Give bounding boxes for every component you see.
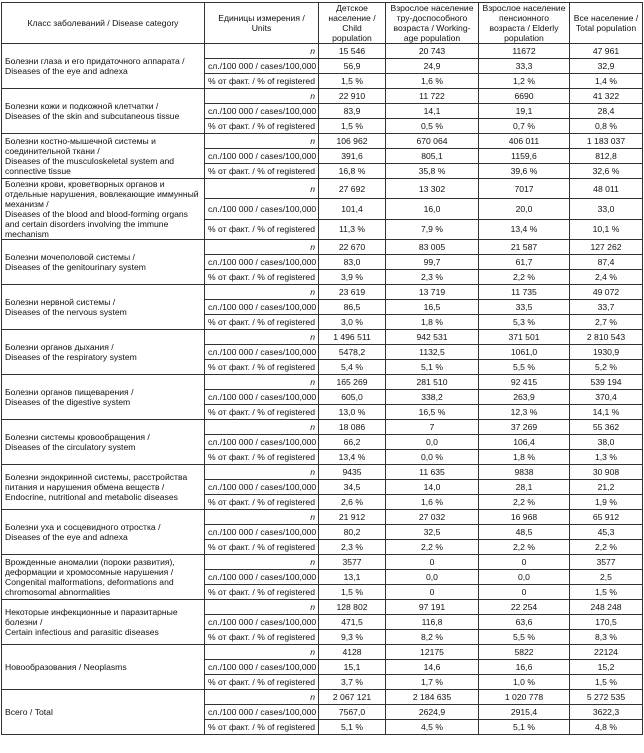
value-child: 22 670 [319, 240, 386, 255]
value-total: 15,2 [570, 660, 643, 675]
value-child: 128 802 [319, 600, 386, 615]
disease-category-ru: Болезни уха и сосцевидного отростка / [5, 522, 161, 532]
disease-category-cell [2, 690, 205, 735]
value-total: 87,4 [570, 255, 643, 270]
value-child: 22 910 [319, 89, 386, 104]
value-elderly: 1061,0 [479, 345, 570, 360]
value-child: 27 692 [319, 179, 386, 199]
value-elderly: 20,0 [479, 199, 570, 219]
value-working-age: 13 302 [386, 179, 479, 199]
disease-category-cell [2, 420, 205, 465]
value-working-age: 7 [386, 420, 479, 435]
value-working-age: 1132,5 [386, 345, 479, 360]
disease-category-ru: Болезни мочеполовой системы / [5, 252, 135, 262]
disease-category-en: Congenital malformations, deformations and chromosomal abnormalities [5, 577, 174, 597]
value-working-age: 8,2 % [386, 630, 479, 645]
value-total: 1,5 % [570, 585, 643, 600]
value-working-age: 97 191 [386, 600, 479, 615]
value-total: 248 248 [570, 600, 643, 615]
table-row [2, 510, 643, 525]
table-row [2, 645, 643, 660]
value-elderly: 5822 [479, 645, 570, 660]
unit-cases-per-100000: сл./100 000 / cases/100,000 [205, 59, 319, 74]
value-working-age: 0 [386, 585, 479, 600]
disease-category-cell [2, 375, 205, 420]
value-elderly: 0 [479, 555, 570, 570]
value-total: 49 072 [570, 285, 643, 300]
value-total: 1,4 % [570, 74, 643, 89]
value-elderly: 2915,4 [479, 705, 570, 720]
value-total: 1,3 % [570, 450, 643, 465]
unit-percent-registered: % от факт. / % of registered [205, 675, 319, 690]
disease-category-cell [2, 134, 205, 179]
value-child: 391,6 [319, 149, 386, 164]
value-elderly: 5,5 % [479, 630, 570, 645]
value-elderly: 263,9 [479, 390, 570, 405]
value-child: 80,2 [319, 525, 386, 540]
value-total: 1,9 % [570, 495, 643, 510]
unit-percent-registered: % от факт. / % of registered [205, 119, 319, 134]
disease-category-en: Diseases of the skin and subcutaneous tissue [5, 111, 180, 121]
disease-category-cell [2, 330, 205, 375]
unit-percent-registered: % от факт. / % of registered [205, 360, 319, 375]
disease-category-ru: Болезни глаза и его придаточного аппарата / [5, 56, 185, 66]
value-total: 127 262 [570, 240, 643, 255]
value-working-age: 24,9 [386, 59, 479, 74]
value-working-age: 0,0 % [386, 450, 479, 465]
unit-cases-per-100000: сл./100 000 / cases/100,000 [205, 300, 319, 315]
value-child: 3,0 % [319, 315, 386, 330]
value-elderly: 2,2 % [479, 270, 570, 285]
value-working-age: 0 [386, 555, 479, 570]
value-working-age: 16,5 % [386, 405, 479, 420]
disease-category-en: Diseases of the digestive system [5, 397, 131, 407]
value-child: 34,5 [319, 480, 386, 495]
value-working-age: 338,2 [386, 390, 479, 405]
value-total: 1930,9 [570, 345, 643, 360]
value-elderly: 39,6 % [479, 164, 570, 179]
value-child: 21 912 [319, 510, 386, 525]
value-total: 170,5 [570, 615, 643, 630]
value-working-age: 1,7 % [386, 675, 479, 690]
value-child: 5,4 % [319, 360, 386, 375]
value-child: 2 067 121 [319, 690, 386, 705]
unit-count: n [205, 555, 319, 570]
table-row [2, 690, 643, 705]
unit-cases-per-100000: сл./100 000 / cases/100,000 [205, 615, 319, 630]
value-elderly: 5,3 % [479, 315, 570, 330]
value-working-age: 4,5 % [386, 720, 479, 735]
value-child: 9,3 % [319, 630, 386, 645]
value-working-age: 0,0 [386, 570, 479, 585]
value-working-age: 7,9 % [386, 219, 479, 239]
value-child: 13,4 % [319, 450, 386, 465]
value-total: 47 961 [570, 44, 643, 59]
value-child: 86,5 [319, 300, 386, 315]
value-elderly: 11672 [479, 44, 570, 59]
value-working-age: 805,1 [386, 149, 479, 164]
value-total: 2,2 % [570, 540, 643, 555]
value-child: 5478,2 [319, 345, 386, 360]
unit-cases-per-100000: сл./100 000 / cases/100,000 [205, 525, 319, 540]
value-elderly: 19,1 [479, 104, 570, 119]
value-total: 0,8 % [570, 119, 643, 134]
unit-percent-registered: % от факт. / % of registered [205, 164, 319, 179]
value-total: 33,7 [570, 300, 643, 315]
value-child: 4128 [319, 645, 386, 660]
disease-category-en: Diseases of the eye and adnexa [5, 532, 128, 542]
unit-cases-per-100000: сл./100 000 / cases/100,000 [205, 570, 319, 585]
unit-cases-per-100000: сл./100 000 / cases/100,000 [205, 435, 319, 450]
disease-category-ru: Новообразования / Neoplasms [5, 662, 127, 672]
value-total: 48 011 [570, 179, 643, 199]
table-row [2, 330, 643, 345]
value-total: 65 912 [570, 510, 643, 525]
value-working-age: 27 032 [386, 510, 479, 525]
unit-percent-registered: % от факт. / % of registered [205, 585, 319, 600]
value-working-age: 1,6 % [386, 74, 479, 89]
disease-category-en: Diseases of the nervous system [5, 307, 127, 317]
value-working-age: 670 064 [386, 134, 479, 149]
value-total: 370,4 [570, 390, 643, 405]
value-working-age: 12175 [386, 645, 479, 660]
disease-category-ru: Болезни нервной системы / [5, 297, 116, 307]
value-elderly: 21 587 [479, 240, 570, 255]
value-elderly: 6690 [479, 89, 570, 104]
value-child: 471,5 [319, 615, 386, 630]
value-total: 32,9 [570, 59, 643, 74]
value-elderly: 1,8 % [479, 450, 570, 465]
value-total: 41 322 [570, 89, 643, 104]
disease-category-ru: Болезни костно-мышечной системы и соединительной ткани / [5, 136, 156, 156]
disease-category-ru: Всего / Total [5, 707, 53, 717]
value-total: 5 272 535 [570, 690, 643, 705]
disease-category-cell [2, 465, 205, 510]
value-elderly: 33,3 [479, 59, 570, 74]
value-child: 7567,0 [319, 705, 386, 720]
value-child: 23 619 [319, 285, 386, 300]
disease-category-cell [2, 510, 205, 555]
value-elderly: 16,6 [479, 660, 570, 675]
value-total: 55 362 [570, 420, 643, 435]
value-child: 56,9 [319, 59, 386, 74]
value-child: 106 962 [319, 134, 386, 149]
value-total: 22124 [570, 645, 643, 660]
unit-percent-registered: % от факт. / % of registered [205, 219, 319, 239]
table-row [2, 600, 643, 615]
value-working-age: 281 510 [386, 375, 479, 390]
value-working-age: 1,6 % [386, 495, 479, 510]
unit-percent-registered: % от факт. / % of registered [205, 315, 319, 330]
value-total: 8,3 % [570, 630, 643, 645]
value-elderly: 406 011 [479, 134, 570, 149]
disease-category-ru: Болезни органов пищеварения / [5, 387, 134, 397]
unit-count: n [205, 44, 319, 59]
value-total: 38,0 [570, 435, 643, 450]
value-working-age: 83 005 [386, 240, 479, 255]
unit-percent-registered: % от факт. / % of registered [205, 270, 319, 285]
value-total: 5,2 % [570, 360, 643, 375]
value-child: 83,0 [319, 255, 386, 270]
value-child: 165 269 [319, 375, 386, 390]
unit-count: n [205, 134, 319, 149]
value-child: 13,1 [319, 570, 386, 585]
value-child: 3577 [319, 555, 386, 570]
value-child: 1,5 % [319, 585, 386, 600]
value-elderly: 106,4 [479, 435, 570, 450]
unit-count: n [205, 465, 319, 480]
value-total: 3622,3 [570, 705, 643, 720]
value-elderly: 48,5 [479, 525, 570, 540]
unit-count: n [205, 179, 319, 199]
value-child: 83,9 [319, 104, 386, 119]
value-elderly: 37 269 [479, 420, 570, 435]
header-total-population: Все население / Total population [570, 3, 643, 44]
value-total: 14,1 % [570, 405, 643, 420]
value-elderly: 12,3 % [479, 405, 570, 420]
value-working-age: 14,0 [386, 480, 479, 495]
value-total: 45,3 [570, 525, 643, 540]
unit-percent-registered: % от факт. / % of registered [205, 450, 319, 465]
table-row [2, 134, 643, 149]
value-elderly: 28,1 [479, 480, 570, 495]
unit-percent-registered: % от факт. / % of registered [205, 540, 319, 555]
value-child: 11,3 % [319, 219, 386, 239]
value-total: 1 183 037 [570, 134, 643, 149]
disease-category-ru: Болезни эндокринной системы, расстройства питания и нарушения обмена веществ / [5, 472, 188, 492]
value-total: 32,6 % [570, 164, 643, 179]
value-total: 1,5 % [570, 675, 643, 690]
value-working-age: 0,0 [386, 435, 479, 450]
value-total: 2,4 % [570, 270, 643, 285]
unit-count: n [205, 690, 319, 705]
value-working-age: 116,8 [386, 615, 479, 630]
unit-cases-per-100000: сл./100 000 / cases/100,000 [205, 104, 319, 119]
value-child: 15,1 [319, 660, 386, 675]
disease-category-en: Certain infectious and parasitic diseases [5, 627, 159, 637]
value-working-age: 11 722 [386, 89, 479, 104]
header-elderly-population: Взрослое население пенсионного возраста / Elderly population [479, 3, 570, 44]
value-child: 13,0 % [319, 405, 386, 420]
value-child: 5,1 % [319, 720, 386, 735]
header-child-population: Детское население / Child population [319, 3, 386, 44]
disease-category-en: Diseases of the respiratory system [5, 352, 137, 362]
value-child: 3,9 % [319, 270, 386, 285]
table-row [2, 375, 643, 390]
unit-cases-per-100000: сл./100 000 / cases/100,000 [205, 255, 319, 270]
value-elderly: 1159,6 [479, 149, 570, 164]
value-working-age: 35,8 % [386, 164, 479, 179]
unit-percent-registered: % от факт. / % of registered [205, 405, 319, 420]
value-elderly: 2,2 % [479, 495, 570, 510]
table-row [2, 89, 643, 104]
unit-count: n [205, 285, 319, 300]
table-row [2, 555, 643, 570]
value-total: 2,5 [570, 570, 643, 585]
value-elderly: 11 735 [479, 285, 570, 300]
unit-count: n [205, 645, 319, 660]
value-total: 2 810 543 [570, 330, 643, 345]
value-working-age: 5,1 % [386, 360, 479, 375]
value-child: 66,2 [319, 435, 386, 450]
value-elderly: 61,7 [479, 255, 570, 270]
value-elderly: 0 [479, 585, 570, 600]
unit-count: n [205, 375, 319, 390]
disease-category-cell [2, 285, 205, 330]
disease-category-ru: Врожденные аномалии (пороки развития), деформации и хромосомные нарушения / [5, 557, 175, 577]
value-total: 28,4 [570, 104, 643, 119]
value-child: 3,7 % [319, 675, 386, 690]
unit-cases-per-100000: сл./100 000 / cases/100,000 [205, 660, 319, 675]
value-child: 1,5 % [319, 119, 386, 134]
unit-count: n [205, 600, 319, 615]
value-elderly: 92 415 [479, 375, 570, 390]
unit-cases-per-100000: сл./100 000 / cases/100,000 [205, 705, 319, 720]
value-elderly: 16 968 [479, 510, 570, 525]
value-child: 1 496 511 [319, 330, 386, 345]
value-elderly: 5,1 % [479, 720, 570, 735]
value-elderly: 1 020 778 [479, 690, 570, 705]
value-working-age: 942 531 [386, 330, 479, 345]
disease-category-ru: Болезни органов дыхания / [5, 342, 114, 352]
value-working-age: 2,2 % [386, 540, 479, 555]
value-elderly: 0,7 % [479, 119, 570, 134]
unit-count: n [205, 240, 319, 255]
unit-percent-registered: % от факт. / % of registered [205, 74, 319, 89]
value-working-age: 2 184 635 [386, 690, 479, 705]
value-child: 18 086 [319, 420, 386, 435]
table-row [2, 179, 643, 199]
value-working-age: 14,1 [386, 104, 479, 119]
disease-category-cell [2, 645, 205, 690]
unit-count: n [205, 420, 319, 435]
value-total: 812,8 [570, 149, 643, 164]
table-row [2, 285, 643, 300]
unit-count: n [205, 510, 319, 525]
disease-category-en: Diseases of the circulatory system [5, 442, 136, 452]
unit-cases-per-100000: сл./100 000 / cases/100,000 [205, 390, 319, 405]
value-working-age: 11 635 [386, 465, 479, 480]
table-body [2, 44, 643, 735]
disease-category-en: Diseases of the genitourinary system [5, 262, 146, 272]
value-total: 2,7 % [570, 315, 643, 330]
disease-category-cell [2, 555, 205, 600]
unit-cases-per-100000: сл./100 000 / cases/100,000 [205, 199, 319, 219]
disease-statistics-table [1, 2, 643, 735]
value-working-age: 32,5 [386, 525, 479, 540]
value-total: 33,0 [570, 199, 643, 219]
value-child: 9435 [319, 465, 386, 480]
value-total: 30 908 [570, 465, 643, 480]
value-elderly: 2,2 % [479, 540, 570, 555]
table-row [2, 420, 643, 435]
header-row [2, 3, 643, 44]
value-working-age: 16,5 [386, 300, 479, 315]
value-elderly: 1,2 % [479, 74, 570, 89]
disease-category-cell [2, 44, 205, 89]
value-child: 101,4 [319, 199, 386, 219]
value-working-age: 1,8 % [386, 315, 479, 330]
unit-cases-per-100000: сл./100 000 / cases/100,000 [205, 345, 319, 360]
unit-percent-registered: % от факт. / % of registered [205, 630, 319, 645]
value-child: 605,0 [319, 390, 386, 405]
disease-category-cell [2, 240, 205, 285]
value-working-age: 2624,9 [386, 705, 479, 720]
value-total: 21,2 [570, 480, 643, 495]
value-working-age: 2,3 % [386, 270, 479, 285]
value-working-age: 99,7 [386, 255, 479, 270]
disease-category-en: Diseases of the blood and blood-forming organs and certain disorders involving the immune mechanism [5, 209, 188, 239]
unit-count: n [205, 330, 319, 345]
value-elderly: 9838 [479, 465, 570, 480]
unit-cases-per-100000: сл./100 000 / cases/100,000 [205, 480, 319, 495]
disease-category-ru: Некоторые инфекционные и паразитарные болезни / [5, 607, 178, 627]
disease-category-cell [2, 89, 205, 134]
header-working-age-population: Взрослое население тру-доспособного возраста / Working-age population [386, 3, 479, 44]
unit-percent-registered: % от факт. / % of registered [205, 495, 319, 510]
value-elderly: 1,0 % [479, 675, 570, 690]
disease-category-en: Endocrine, nutritional and metabolic diseases [5, 492, 178, 502]
table-row [2, 465, 643, 480]
value-elderly: 7017 [479, 179, 570, 199]
value-child: 16,8 % [319, 164, 386, 179]
value-child: 2,6 % [319, 495, 386, 510]
disease-category-ru: Болезни кожи и подкожной клетчатки / [5, 101, 159, 111]
value-elderly: 33,5 [479, 300, 570, 315]
table-row [2, 44, 643, 59]
value-total: 10,1 % [570, 219, 643, 239]
value-elderly: 13,4 % [479, 219, 570, 239]
disease-category-en: Diseases of the eye and adnexa [5, 66, 128, 76]
table-row [2, 240, 643, 255]
disease-category-ru: Болезни крови, кроветворных органов и отдельные нарушения, вовлекающие иммунный механизм / [5, 179, 199, 209]
disease-category-cell [2, 600, 205, 645]
value-elderly: 0,0 [479, 570, 570, 585]
value-elderly: 63,6 [479, 615, 570, 630]
value-child: 2,3 % [319, 540, 386, 555]
value-working-age: 13 719 [386, 285, 479, 300]
value-total: 4,8 % [570, 720, 643, 735]
value-elderly: 5,5 % [479, 360, 570, 375]
disease-category-en: Diseases of the musculoskeletal system and connective tissue [5, 156, 175, 176]
value-elderly: 22 254 [479, 600, 570, 615]
value-working-age: 0,5 % [386, 119, 479, 134]
header-disease-category: Класс заболеваний / Disease category [2, 3, 205, 44]
value-total: 539 194 [570, 375, 643, 390]
unit-count: n [205, 89, 319, 104]
value-elderly: 371 501 [479, 330, 570, 345]
value-working-age: 20 743 [386, 44, 479, 59]
value-working-age: 16,0 [386, 199, 479, 219]
disease-category-ru: Болезни системы кровообращения / [5, 432, 150, 442]
value-child: 1,5 % [319, 74, 386, 89]
disease-category-cell [2, 179, 205, 240]
unit-percent-registered: % от факт. / % of registered [205, 720, 319, 735]
value-total: 3577 [570, 555, 643, 570]
unit-cases-per-100000: сл./100 000 / cases/100,000 [205, 149, 319, 164]
value-working-age: 14,6 [386, 660, 479, 675]
header-units: Единицы измерения / Units [205, 3, 319, 44]
value-child: 15 546 [319, 44, 386, 59]
